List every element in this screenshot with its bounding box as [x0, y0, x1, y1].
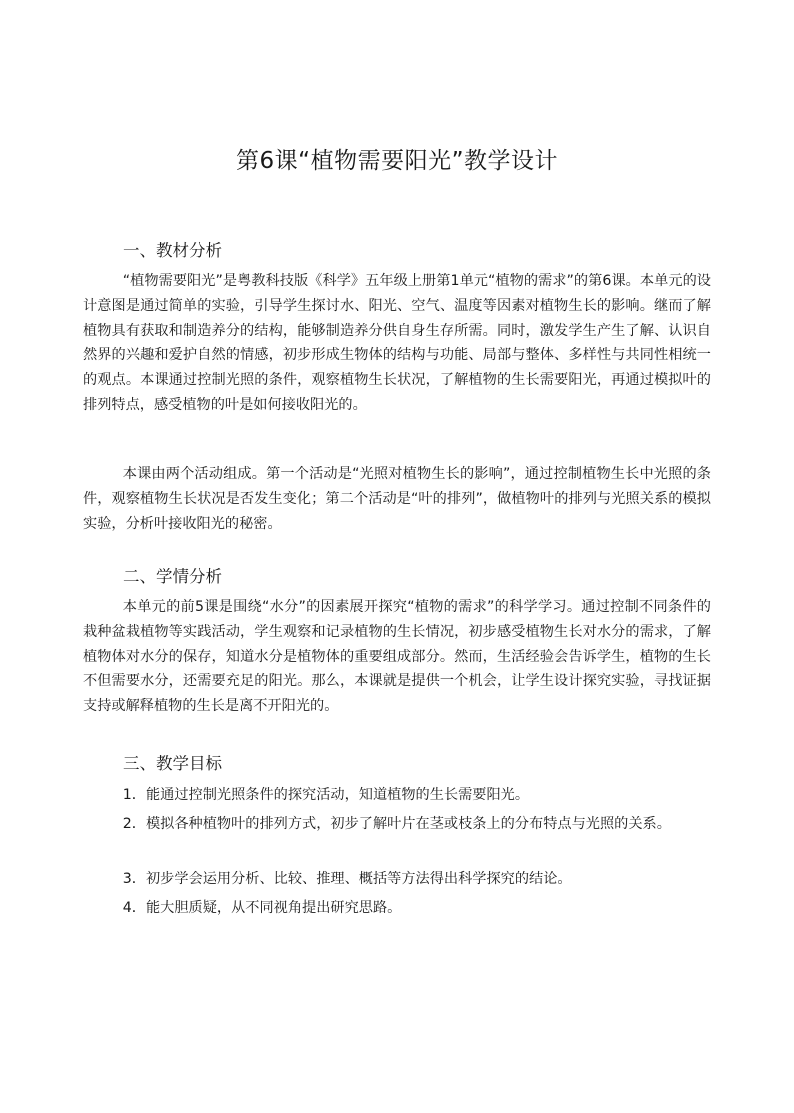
section-heading-textbook-analysis: 一、教材分析	[123, 241, 222, 260]
document-title: 第6课“植物需要阳光”教学设计	[236, 148, 558, 174]
goal-item: 3．初步学会运用分析、比较、推理、概括等方法得出科学探究的结论。	[122, 871, 572, 887]
section-heading-student-analysis: 二、学情分析	[123, 567, 222, 586]
section-heading-teaching-goals: 三、教学目标	[123, 754, 222, 773]
goal-item: 1．能通过控制光照条件的探究活动，知道植物的生长需要阳光。	[122, 787, 530, 803]
goal-item: 2．模拟各种植物叶的排列方式，初步了解叶片在茎或枝条上的分布特点与光照的关系。	[122, 816, 671, 832]
paragraph: 本单元的前5课是围绕“水分”的因素展开探究“植物的需求”的科学学习。通过控制不同条件的栽种盆栽植物等实践活动，学生观察和记录植物的生长情况，初步感受植物生长对水分的需求，了解植物体对水分的保存，知道水分是植物体的重要组成部分。然而，生活经验会告诉学生，植物的生长不但需要水分，还需要充足的阳光。那么，本课就是提供一个机会，让学生设计探究实验，寻找证据支持或解释植物的生长是离不开阳光的。	[83, 599, 711, 715]
paragraph: “植物需要阳光”是粤教科技版《科学》五年级上册第1单元“植物的需求”的第6课。本单元的设计意图是通过简单的实验，引导学生探讨水、阳光、空气、温度等因素对植物生长的影响。继而了解植物具有获取和制造养分的结构，能够制造养分供自身生存所需。同时，激发学生产生了解、认识自然界的兴趣和爱护自然的情感，初步形成生物体的结构与功能、局部与整体、多样性与共同性相统一的观点。本课通过控制光照的条件，观察植物生长状况，了解植物的生长需要阳光，再通过模拟叶的排列特点，感受植物的叶是如何接收阳光的。	[83, 273, 711, 413]
paragraph: 本课由两个活动组成。第一个活动是“光照对植物生长的影响”，通过控制植物生长中光照的条件，观察植物生长状况是否发生变化；第二个活动是“叶的排列”，做植物叶的排列与光照关系的模拟实验，分析叶接收阳光的秘密。	[83, 466, 711, 532]
goal-item: 4．能大胆质疑，从不同视角提出研究思路。	[122, 900, 402, 916]
